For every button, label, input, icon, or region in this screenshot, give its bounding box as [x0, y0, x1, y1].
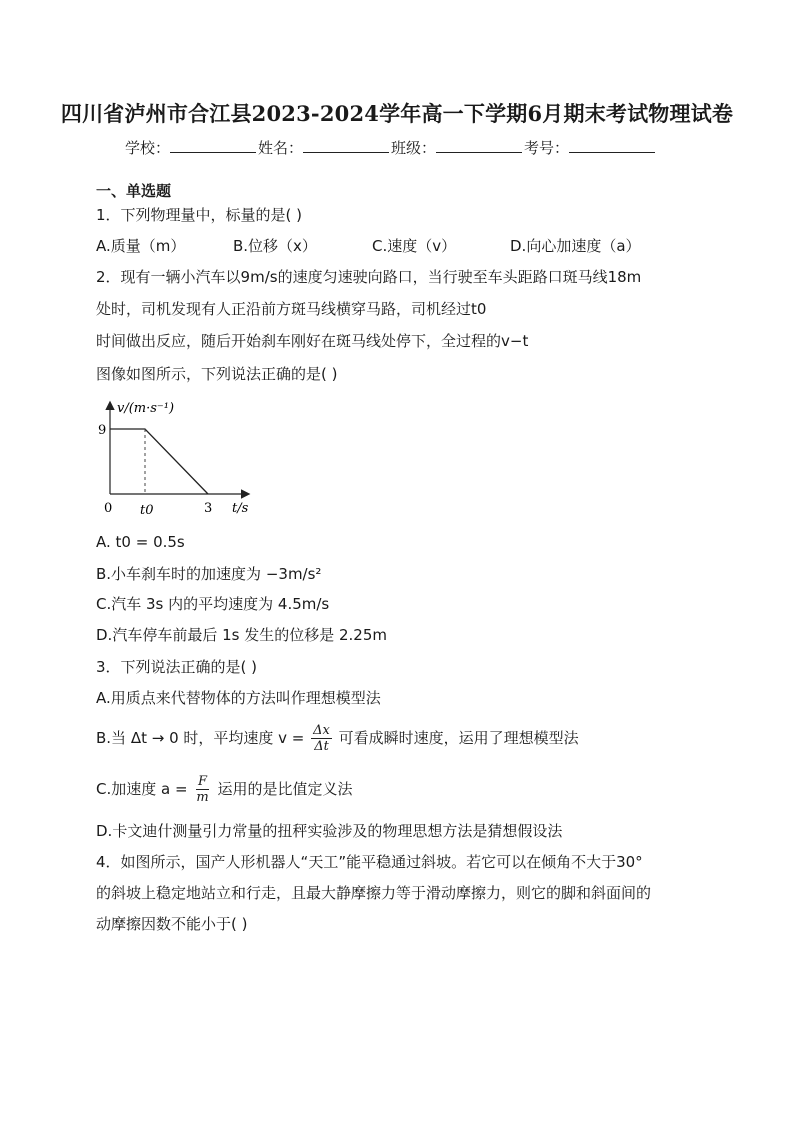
q2-line2: 处时，司机发现有人正沿前方斑马线横穿马路，司机经过t0: [96, 300, 487, 318]
section-heading: 一、单选题: [96, 182, 172, 200]
q3-option-a: A.用质点来代替物体的方法叫作理想模型法: [96, 689, 381, 707]
exam-title: 四川省泸州市合江县2023-2024学年高一下学期6月期末考试物理试卷: [60, 101, 734, 126]
q4-line2: 的斜坡上稳定地站立和行走，且最大静摩擦力等于滑动摩擦力，则它的脚和斜面间的: [96, 884, 652, 902]
q3-option-d: D.卡文迪什测量引力常量的扭秤实验涉及的物理思想方法是猜想假设法: [96, 822, 563, 840]
q3-stem: 3．下列说法正确的是( ): [96, 658, 258, 676]
name-label: 姓名：: [258, 139, 304, 157]
q3-option-c: [96, 770, 352, 808]
q2-option-a: A. t0 = 0.5s: [96, 533, 185, 551]
school-label: 学校：: [125, 139, 171, 157]
q1-option-b: B.位移（x）: [233, 237, 317, 255]
class-label: 班级：: [391, 139, 437, 157]
q1-option-c: C.速度（v）: [372, 237, 457, 255]
exam-number-blank: [569, 136, 655, 153]
q2-line4: 图像如图所示，下列说法正确的是( ): [96, 365, 338, 383]
q4-line3: 动摩擦因数不能小于( ): [96, 915, 248, 933]
t-axis-label: t/s: [232, 501, 249, 516]
q3-option-c-post: 运用的是比值定义法: [217, 780, 353, 798]
q3-option-b-post: 可看成瞬时速度，运用了理想模型法: [338, 729, 579, 747]
fraction-numerator: F: [197, 774, 207, 789]
fraction-numerator: Δx: [313, 723, 330, 738]
student-info-row: [125, 136, 657, 158]
v-tick-9: 9: [98, 423, 107, 438]
q2-option-c: C.汽车 3s 内的平均速度为 4.5m/s: [96, 595, 330, 613]
q3-option-c-pre: C.加速度 a =: [96, 780, 188, 798]
exam-number-label: 考号：: [524, 139, 570, 157]
q2-line3: 时间做出反应，随后开始刹车刚好在斑马线处停下，全过程的v−t: [96, 332, 529, 350]
vt-graph: [90, 393, 260, 523]
vt-line: [110, 429, 208, 494]
q3-option-b: [96, 719, 579, 757]
q1-stem: 1．下列物理量中，标量的是( ): [96, 206, 303, 224]
fraction-denominator: m: [196, 790, 209, 805]
q4-line1: 4．如图所示，国产人形机器人“天工”能平稳通过斜坡。若它可以在倾角不大于30°: [96, 853, 643, 871]
acceleration-fraction: [194, 774, 210, 805]
t0-tick: t0: [140, 503, 154, 518]
q3-option-b-pre: B.当 Δt → 0 时，平均速度 v =: [96, 729, 305, 747]
origin-label: 0: [104, 501, 113, 516]
q2-option-d: D.汽车停车前最后 1s 发生的位移是 2.25m: [96, 626, 387, 644]
class-blank: [436, 136, 522, 153]
q2-option-b: B.小车刹车时的加速度为 −3m/s²: [96, 565, 322, 583]
v-axis-label: v/(m·s⁻¹): [117, 401, 175, 416]
fraction-denominator: Δt: [314, 739, 329, 754]
q1-option-a: A.质量（m）: [96, 237, 186, 255]
t-tick-3: 3: [204, 501, 213, 516]
avg-velocity-fraction: [311, 723, 332, 754]
q1-option-d: D.向心加速度（a）: [510, 237, 641, 255]
q2-line1: 2．现有一辆小汽车以9m/s的速度匀速驶向路口，当行驶至车头距路口斑马线18m: [96, 268, 642, 286]
school-blank: [170, 136, 256, 153]
q1-options: [96, 236, 696, 256]
name-blank: [303, 136, 389, 153]
